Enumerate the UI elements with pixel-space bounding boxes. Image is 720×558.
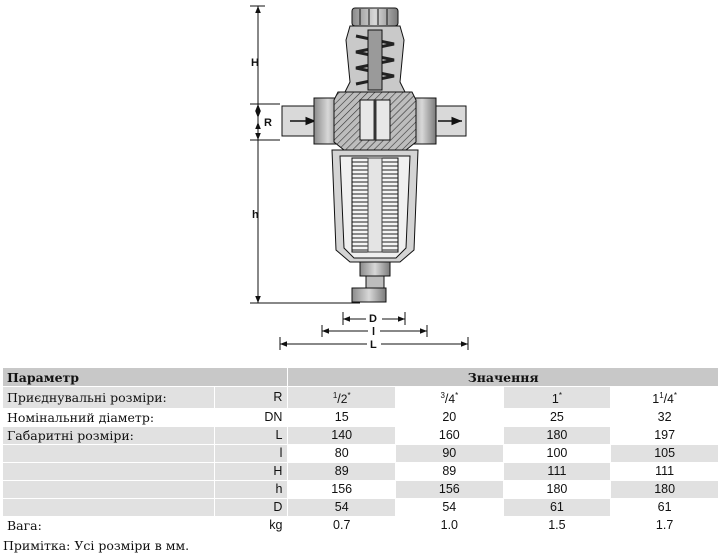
dim-label-H: H <box>251 57 259 69</box>
value-cell: 180 <box>503 481 611 499</box>
value-cell: 156 <box>396 481 504 499</box>
dimension-L <box>280 337 468 351</box>
value-cell: 140 <box>288 427 396 445</box>
value-cell: 180 <box>611 481 718 499</box>
table-row <box>3 387 719 409</box>
value-cell: 54 <box>288 499 396 517</box>
value-cell: 111 <box>611 463 718 481</box>
valve-body <box>282 8 466 302</box>
row-symbol: H <box>215 463 288 481</box>
spec-table <box>2 367 718 534</box>
header-param: Параметр <box>3 368 288 387</box>
row-param: Габаритні розміри: <box>3 427 215 445</box>
row-param <box>3 499 215 517</box>
row-symbol: l <box>215 445 288 463</box>
row-symbol: kg <box>215 517 288 535</box>
dimension-H <box>250 6 265 118</box>
value-cell: $^1$/2* <box>288 387 396 409</box>
dim-label-R: R <box>264 117 272 129</box>
value-cell: 89 <box>396 463 504 481</box>
value-cell: 15 <box>288 409 396 427</box>
table-row <box>3 481 719 499</box>
table-row <box>3 517 719 535</box>
row-param <box>3 463 215 481</box>
value-cell: 1.7 <box>611 517 718 535</box>
row-param <box>3 481 215 499</box>
value-cell: 1* <box>503 387 611 409</box>
value-cell: 25 <box>503 409 611 427</box>
value-cell: 105 <box>611 445 718 463</box>
value-cell: 32 <box>611 409 718 427</box>
value-cell: 160 <box>396 427 504 445</box>
dim-label-h: h <box>252 209 259 221</box>
row-symbol: h <box>215 481 288 499</box>
value-cell: 111 <box>503 463 611 481</box>
value-cell: 180 <box>503 427 611 445</box>
row-param: Вага: <box>3 517 215 535</box>
row-symbol: DN <box>215 409 288 427</box>
value-cell: 61 <box>611 499 718 517</box>
value-cell: 61 <box>503 499 611 517</box>
dim-label-l: l <box>372 326 376 338</box>
row-symbol: L <box>215 427 288 445</box>
row-symbol: D <box>215 499 288 517</box>
value-cell: 1.0 <box>396 517 504 535</box>
value-cell: 1.5 <box>503 517 611 535</box>
table-row <box>3 427 719 445</box>
dimension-D <box>343 312 405 325</box>
value-cell: $^3$/4* <box>396 387 504 409</box>
value-cell: $1^1/4^*$ <box>611 387 718 409</box>
value-cell: 156 <box>288 481 396 499</box>
row-param: Номінальний діаметр: <box>3 409 215 427</box>
row-symbol: R <box>215 387 288 409</box>
value-cell: 90 <box>396 445 504 463</box>
value-cell: 197 <box>611 427 718 445</box>
value-cell: 0.7 <box>288 517 396 535</box>
dim-label-D: D <box>369 313 377 325</box>
value-cell: 80 <box>288 445 396 463</box>
value-cell: 100 <box>503 445 611 463</box>
table-row <box>3 499 719 517</box>
row-param: Приєднувальні розміри: <box>3 387 215 409</box>
header-values: Значення <box>288 368 718 387</box>
value-cell: 54 <box>396 499 504 517</box>
table-row <box>3 409 719 427</box>
row-param <box>3 445 215 463</box>
value-cell: 89 <box>288 463 396 481</box>
table-row <box>3 445 719 463</box>
value-cell: 20 <box>396 409 504 427</box>
dim-label-L: L <box>370 339 377 351</box>
table-header-row <box>3 368 719 387</box>
dimension-R <box>250 104 280 140</box>
footnote: Примітка: Усі розміри в мм. <box>3 538 190 553</box>
table-row <box>3 463 719 481</box>
dimension-l <box>322 325 427 338</box>
